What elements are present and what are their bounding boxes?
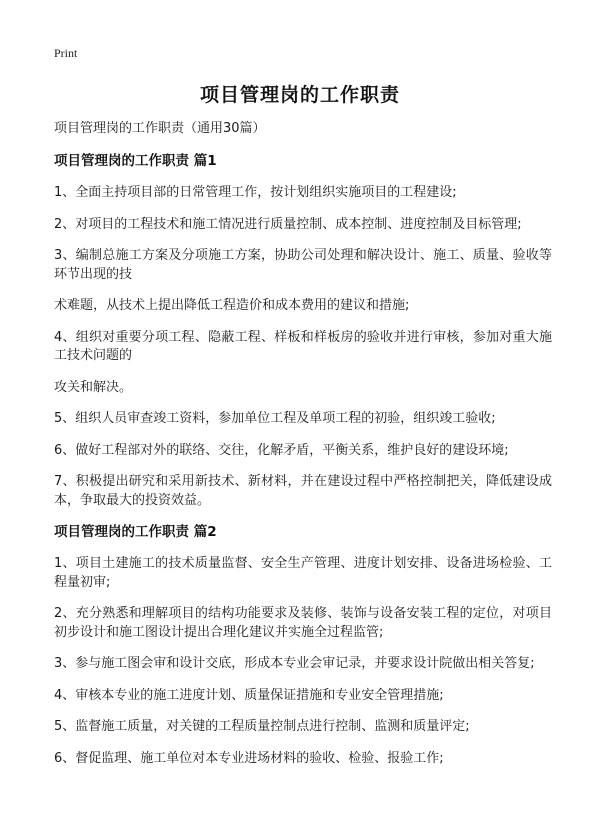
section-2 [54, 523, 552, 768]
print-label: Print [54, 46, 78, 60]
paragraph: 6、做好工程部对外的联络、交往，化解矛盾，平衡关系，维护良好的建设环境; [54, 442, 509, 458]
page-title: 项目管理岗的工作职责 [199, 84, 400, 106]
paragraph: 1、全面主持项目部的日常管理工作，按计划组织实施项目的工程建设; [54, 185, 457, 200]
section-1 [54, 152, 552, 510]
paragraph: 5、组织人员审查竣工资料，参加单位工程及单项工程的初验，组织竣工验收; [54, 411, 496, 426]
paragraph: 2、对项目的工程技术和施工情况进行质量控制、成本控制、进度控制及目标管理; [54, 216, 522, 232]
paragraph: 4、审核本专业的施工进度计划、质量保证措施和专业安全管理措施; [54, 687, 444, 703]
paragraph: 术难题，从技术上提出降低工程造价和成本费用的建议和措施; [54, 298, 410, 313]
paragraph: 5、监督施工质量，对关键的工程质量控制点进行控制、监测和质量评定; [54, 719, 470, 734]
paragraph: 4、组织对重要分项工程、隐蔽工程、样板和样板房的验收并进行审核，参加对重大施工技术问题的 [54, 329, 552, 363]
document-subtitle: 项目管理岗的工作职责（通用30篇） [54, 121, 266, 136]
paragraph: 2、充分熟悉和理解项目的结构功能要求及装修、装饰与设备安装工程的定位，对项目初步设计和施工图设计提出合理化建议并实施全过程监管; [54, 606, 552, 640]
paragraph: 3、参与施工图会审和设计交底，形成本专业会审记录，并要求设计院做出相关答复; [54, 656, 535, 671]
paragraph: 3、编制总施工方案及分项施工方案，协助公司处理和解决设计、施工、质量、验收等环节出现的技 [54, 248, 552, 282]
paragraph: 6、督促监理、施工单位对本专业进场材料的验收、检验、报验工作; [54, 750, 444, 766]
paragraph: 攻关和解决。 [54, 379, 133, 395]
section-heading: 项目管理岗的工作职责 篇1 [54, 153, 217, 169]
paragraph: 7、积极提出研究和采用新技术、新材料，并在建设过程中严格控制把关，降低建设成本，争取最大的投资效益。 [54, 474, 552, 508]
paragraph: 1、项目土建施工的技术质量监督、安全生产管理、进度计划安排、设备进场检验、工程量初审; [54, 556, 552, 590]
section-heading: 项目管理岗的工作职责 篇2 [54, 524, 217, 540]
document-body [54, 120, 552, 781]
